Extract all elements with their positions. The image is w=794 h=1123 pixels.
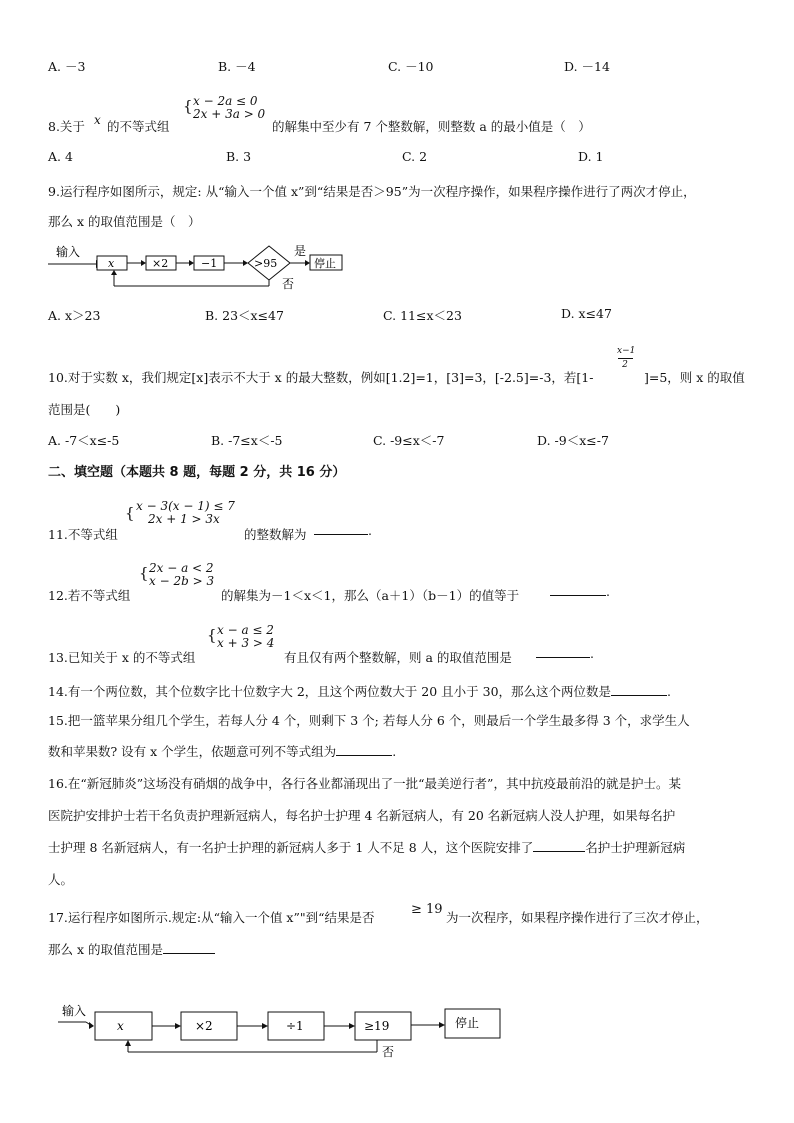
q8-option-a: A. 4 [48, 149, 73, 164]
q8-option-d: D. 1 [578, 149, 604, 164]
q15-line1: 15.把一篮苹果分组几个学生，若每人分 4 个，则剩下 3 个; 若每人分 6 个，则最后一个学生最多得 3 个，求学生人 [48, 713, 690, 728]
q13-brace: { [207, 626, 217, 644]
q10-frac-den: 2 [622, 360, 628, 370]
q13-answer-blank[interactable] [536, 645, 594, 661]
q17-box-x-label: x [117, 1019, 124, 1033]
q17-box-stop-label: 停止 [455, 1016, 480, 1030]
q8-brace: { [183, 97, 193, 115]
q9-flowchart [44, 238, 354, 296]
q7-option-c: C. －10 [388, 59, 434, 74]
q12-sys-line1: 2x − a < 2 [149, 561, 214, 575]
q8-sys-line1: x − 2a ≤ 0 [193, 94, 258, 108]
q17-flow-input: 输入 [62, 1004, 87, 1018]
q12-brace: { [139, 564, 149, 582]
q17-flowchart [56, 998, 516, 1064]
q9-box-times2-label: ×2 [152, 257, 169, 270]
q9-box-stop-label: 停止 [314, 257, 336, 270]
q11-system [136, 500, 235, 526]
q9-diamond-label: >95 [254, 257, 278, 270]
q17-flow-no: 否 [382, 1045, 395, 1059]
q16-line3: 士护理 8 名新冠病人，有一名护士护理的新冠病人多于 1 人不足 8 人，这个医院安排了 名护士护理新冠病 [48, 840, 686, 855]
q7-option-a: A. －3 [48, 59, 86, 74]
q13-sys-line1: x − a ≤ 2 [217, 623, 274, 637]
q11-prefix: 11.不等式组 [48, 527, 118, 542]
q8-option-c: C. 2 [402, 149, 428, 164]
q9-option-c: C. 11≤x＜23 [383, 308, 462, 323]
q8-sys-line2: 2x + 3a > 0 [193, 107, 266, 121]
q10-option-a: A. -7＜x≤-5 [48, 433, 120, 448]
q12-prefix: 12.若不等式组 [48, 588, 131, 603]
q15-line2: 数和苹果数? 设有 x 个学生，依题意可列不等式组为 . [48, 744, 397, 759]
q12-end: . [606, 584, 610, 599]
q8-suffix: 的解集中至少有 7 个整数解，则整数 a 的最小值是（ ） [272, 119, 591, 134]
q8-option-b: B. 3 [226, 149, 252, 164]
q12-sys-line2: x − 2b > 3 [149, 574, 215, 588]
q9-option-b: B. 23＜x≤47 [205, 308, 284, 323]
q10-frac-num: x−1 [617, 346, 636, 356]
q14-end: . [667, 684, 672, 699]
q11-answer-blank[interactable] [314, 522, 372, 538]
q13-system [217, 624, 274, 650]
q13-sys-line2: x + 3 > 4 [217, 636, 275, 650]
q10-option-c: C. -9≤x＜-7 [373, 433, 445, 448]
q15-end: . [392, 744, 397, 759]
q9-flow-yes: 是 [294, 244, 307, 258]
q17-line2: 那么 x 的取值范围是 [48, 940, 215, 958]
q9-flow-no: 否 [282, 277, 295, 291]
q13-prefix: 13.已知关于 x 的不等式组 [48, 650, 196, 665]
q12-answer-blank[interactable] [550, 583, 610, 599]
q9-option-a: A. x＞23 [48, 308, 101, 323]
section-title-fill-in: 二、填空题（本题共 8 题，每题 2 分，共 16 分） [48, 465, 346, 480]
q10-option-d: D. -9＜x≤-7 [537, 433, 609, 448]
q17-box-times2-label: ×2 [195, 1019, 213, 1033]
q11-suffix: 的整数解为 [244, 527, 307, 542]
q8-mid: 的不等式组 [107, 119, 170, 134]
q10-line2: 范围是( ) [48, 402, 121, 417]
q11-end: . [368, 523, 372, 538]
q14-text: 14.有一个两位数，其个位数字比十位数字大 2，且这个两位数大于 20 且小于 30，那么这个两位数是 . [48, 684, 672, 699]
q8-system [193, 95, 265, 121]
q13-end: . [590, 646, 594, 661]
q8-var: x [94, 113, 101, 127]
q16-line4: 人。 [48, 872, 74, 887]
q17-suffix: 为一次程序，如果程序操作进行了三次才停止， [446, 910, 709, 925]
q17-cond: ≥ 19 [411, 902, 443, 917]
q13-suffix: 有且仅有两个整数解，则 a 的取值范围是 [284, 650, 512, 665]
q17-prefix: 17.运行程序如图所示.规定:从“输入一个值 x”"到“结果是否 [48, 910, 375, 925]
q12-system [149, 562, 214, 588]
q9-line1: 9.运行程序如图所示，规定: 从“输入一个值 x”到“结果是否＞95”为一次程序操作，如果程序操作进行了两次才停止， [48, 184, 696, 199]
q7-option-b: B. －4 [218, 59, 256, 74]
q16-line2: 医院护安排护士若干名负责护理新冠病人，每名护士护理 4 名新冠病人，有 20 名新冠病人没人护理，如果每名护 [48, 808, 676, 823]
q17-box-ge19-label: ≥19 [364, 1019, 390, 1033]
q17-box-div1-label: ÷1 [286, 1019, 304, 1033]
q9-flow-input: 输入 [56, 245, 81, 259]
q10-prefix: 10.对于实数 x，我们规定[x]表示不大于 x 的最大整数，例如[1.2]=1，[3]=3，[-2.5]=-3，若[1- [48, 370, 594, 385]
q9-box-minus1-label: −1 [201, 257, 218, 270]
q11-sys-line1: x − 3(x − 1) ≤ 7 [136, 499, 235, 513]
q10-suffix: ]=5，则 x 的取值 [644, 370, 745, 385]
q7-option-d: D. －14 [564, 59, 610, 74]
q8-prefix: 8.关于 [48, 119, 85, 134]
q9-box-x-label: x [108, 257, 115, 270]
q9-line2: 那么 x 的取值范围是（ ） [48, 214, 201, 229]
q12-suffix: 的解集为－1＜x＜1，那么（a＋1）（b－1）的值等于 [221, 588, 520, 603]
q11-brace: { [125, 504, 135, 522]
q16-line1: 16.在“新冠肺炎”这场没有硝烟的战争中，各行各业都涌现出了一批“最美逆行者”，其中抗疫最前沿的就是护士。某 [48, 776, 681, 791]
q10-frac-bar [618, 358, 633, 359]
q11-sys-line2: 2x + 1 > 3x [148, 512, 220, 526]
q9-option-d: D. x≤47 [561, 306, 612, 321]
q10-option-b: B. -7≤x＜-5 [211, 433, 283, 448]
